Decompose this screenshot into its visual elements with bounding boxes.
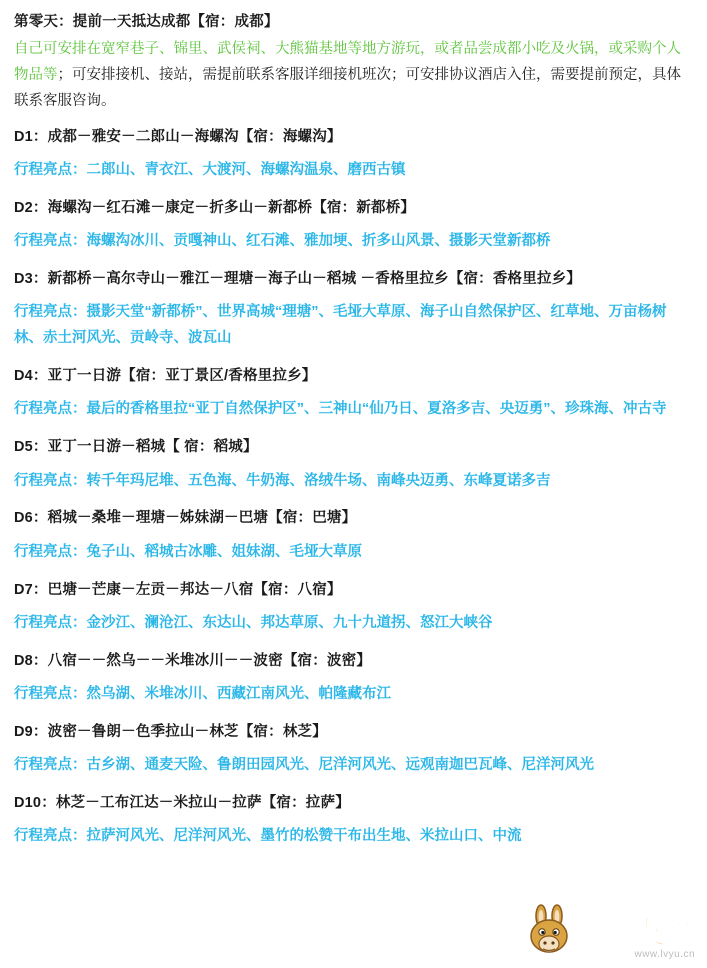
day0-paragraph [14, 37, 693, 114]
section-d8 [14, 649, 693, 708]
day-highlights: 行程亮点：二郎山、青衣江、大渡河、海螺沟温泉、磨西古镇 [14, 162, 406, 179]
day-highlights: 行程亮点：拉萨河风光、尼洋河风光、墨竹的松赞干布出生地、米拉山口、中流 [14, 828, 522, 845]
section-d6 [14, 506, 693, 565]
day-highlights: 行程亮点：古乡湖、通麦天险、鲁朗田园风光、尼洋河风光、远观南迦巴瓦峰、尼洋河风光 [14, 757, 594, 774]
section-day0 [14, 10, 693, 115]
day-highlights: 行程亮点：兔子山、稻城古冰雕、姐妹湖、毛垭大草原 [14, 543, 362, 560]
section-d9 [14, 720, 693, 779]
watermark-url: www.lvyu.cn [634, 949, 695, 960]
day-highlights: 行程亮点：摄影天堂“新都桥”、世界高城“理塘”、毛垭大草原、海子山自然保护区、红草地、万亩杨树林、赤土河风光、贡岭寺、波瓦山 [14, 304, 667, 347]
site-watermark [521, 900, 701, 966]
day-highlights: 行程亮点：金沙江、澜沧江、东达山、邦达草原、九十九道拐、怒江大峡谷 [14, 614, 493, 631]
section-d10 [14, 791, 693, 850]
day-highlights: 行程亮点：海螺沟冰川、贡嘎神山、红石滩、雅加埂、折多山风景、摄影天堂新都桥 [14, 233, 551, 250]
section-d1 [14, 125, 693, 184]
section-d4 [14, 364, 693, 423]
day0-paragraph-green: 自己可安排在宽窄巷子、锦里、武侯祠、大熊猫基地等地方游玩，或者品尝成都小吃及火锅，或采购个人物品等 [14, 41, 681, 84]
day-title: 第零天：提前一天抵达成都【宿：成都】 [14, 14, 279, 30]
section-d3 [14, 267, 693, 352]
day-highlights: 行程亮点：转千年玛尼堆、五色海、牛奶海、洛绒牛场、南峰央迈勇、东峰夏诺多吉 [14, 472, 551, 489]
day-title: D8：八宿－－然乌－－米堆冰川－－波密【宿：波密】 [14, 652, 372, 669]
day-title: D6：稻城－桑堆－理塘－姊妹湖－巴塘【宿：巴塘】 [14, 510, 357, 527]
day-title: D1：成都－雅安－二郎山－海螺沟【宿：海螺沟】 [14, 128, 342, 145]
watermark-brand: 驴友网 [604, 916, 697, 951]
section-d5 [14, 435, 693, 494]
day0-paragraph-black: ；可安排接机、接站，需提前联系客服详细接机班次；可安排协议酒店入住，需要提前预定，具体联系客服咨询。 [14, 67, 681, 109]
day-title: D5：亚丁一日游－稻城【 宿：稻城】 [14, 439, 258, 456]
day-title: D2：海螺沟－红石滩－康定－折多山－新都桥【宿：新都桥】 [14, 199, 416, 216]
day-highlights: 行程亮点：最后的香格里拉“亚丁自然保护区”、三神山“仙乃日、夏洛多吉、央迈勇”、珍珠海、冲古寺 [14, 401, 667, 418]
section-d7 [14, 578, 693, 637]
day-title: D4：亚丁一日游【宿：亚丁景区/香格里拉乡】 [14, 368, 317, 385]
day-title: D9：波密－鲁朗－色季拉山－林芝【宿：林芝】 [14, 723, 327, 740]
day-title: D3：新都桥－高尔寺山－雅江－理塘－海子山－稻城 －香格里拉乡【宿：香格里拉乡】 [14, 271, 582, 288]
section-d2 [14, 196, 693, 255]
donkey-logo-icon [521, 904, 583, 956]
day-highlights: 行程亮点：然乌湖、米堆冰川、西藏江南风光、帕隆藏布江 [14, 686, 391, 703]
day-title: D10：林芝－工布江达－米拉山－拉萨【宿：拉萨】 [14, 795, 350, 812]
day-title: D7：巴塘－芒康－左贡－邦达－八宿【宿：八宿】 [14, 581, 342, 598]
